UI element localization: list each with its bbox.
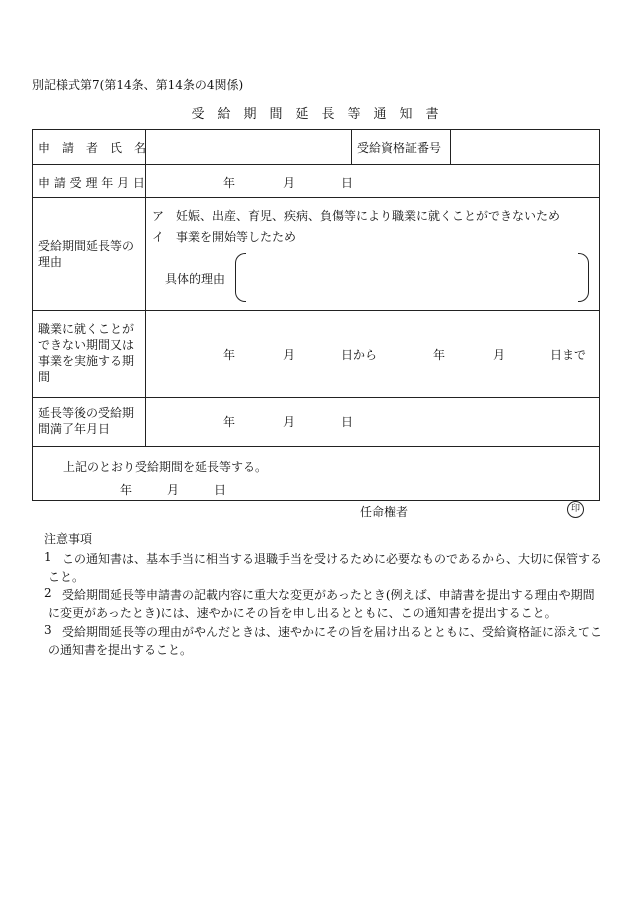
document-title: 受 給 期 間 延 長 等 通 知 書: [191, 107, 439, 122]
specific-reason-label: 具体的理由: [165, 272, 226, 286]
period-from-day: 日から: [341, 348, 378, 362]
statement-day: 日: [214, 483, 227, 497]
received-day: 日: [341, 176, 354, 190]
received-date-label: 申 請 受 理 年 月 日: [38, 176, 145, 190]
expiry-year: 年: [223, 415, 236, 429]
expiry-month: 月: [283, 415, 296, 429]
received-year: 年: [223, 176, 236, 190]
right-bracket-icon: [578, 253, 589, 302]
row-divider: [32, 397, 600, 398]
reason-option-i[interactable]: イ 事業を開始等したため: [152, 230, 297, 244]
period-from-year: 年: [223, 348, 236, 362]
reason-option-a[interactable]: ア 妊娠、出産、育児、疾病、負傷等により職業に就くことができないため: [152, 209, 561, 223]
expiry-day: 日: [341, 415, 354, 429]
cert-number-field[interactable]: [455, 139, 595, 157]
seal-mark: 印: [567, 501, 584, 518]
note-text: 受給期間延長等申請書の記載内容に重大な変更があったとき(例えば、申請書を提出する理由や期間に変更があったとき)には、速やかにその旨を申し出るとともに、この通知書を提出すること。: [48, 588, 595, 620]
statement-month: 月: [167, 483, 180, 497]
applicant-name-field[interactable]: [150, 139, 346, 157]
form-identifier: 別記様式第7(第14条、第14条の4関係): [32, 78, 244, 92]
row-divider: [32, 310, 600, 311]
applicant-name-label: 申 請 者 氏 名: [38, 141, 147, 155]
notes-heading: 注意事項: [44, 532, 93, 546]
note-number: 1: [44, 550, 52, 564]
received-month: 月: [283, 176, 296, 190]
cert-column-divider: [351, 129, 352, 165]
left-bracket-icon: [235, 253, 246, 302]
specific-reason-field[interactable]: [250, 260, 572, 294]
note-number: 3: [44, 623, 52, 637]
reason-label: 受給期間延長等の理由: [38, 239, 135, 269]
statement-year: 年: [120, 483, 133, 497]
note-text: この通知書は、基本手当に相当する退職手当を受けるために必要なものであるから、大切に保管すること。: [48, 552, 603, 584]
label-column-divider: [145, 129, 146, 447]
expiry-label: 延長等後の受給期間満了年月日: [38, 406, 135, 436]
statement-text: 上記のとおり受給期間を延長等する。: [63, 460, 268, 474]
note-text: 受給期間延長等の理由がやんだときは、速やかにその旨を届け出るとともに、受給資格証に添えてこの通知書を提出すること。: [48, 625, 603, 657]
period-to-year: 年: [433, 348, 446, 362]
period-from-month: 月: [283, 348, 296, 362]
row-divider: [32, 197, 600, 198]
cert-value-divider: [450, 129, 451, 165]
period-label: 職業に就くことができない期間又は事業を実施する期間: [38, 322, 135, 384]
row-divider: [32, 164, 600, 165]
period-to-day: 日まで: [550, 348, 587, 362]
cert-number-label: 受給資格証番号: [357, 141, 442, 155]
authority-label: 任命権者: [360, 505, 409, 519]
row-divider: [32, 446, 600, 447]
note-number: 2: [44, 586, 52, 600]
period-to-month: 月: [493, 348, 506, 362]
